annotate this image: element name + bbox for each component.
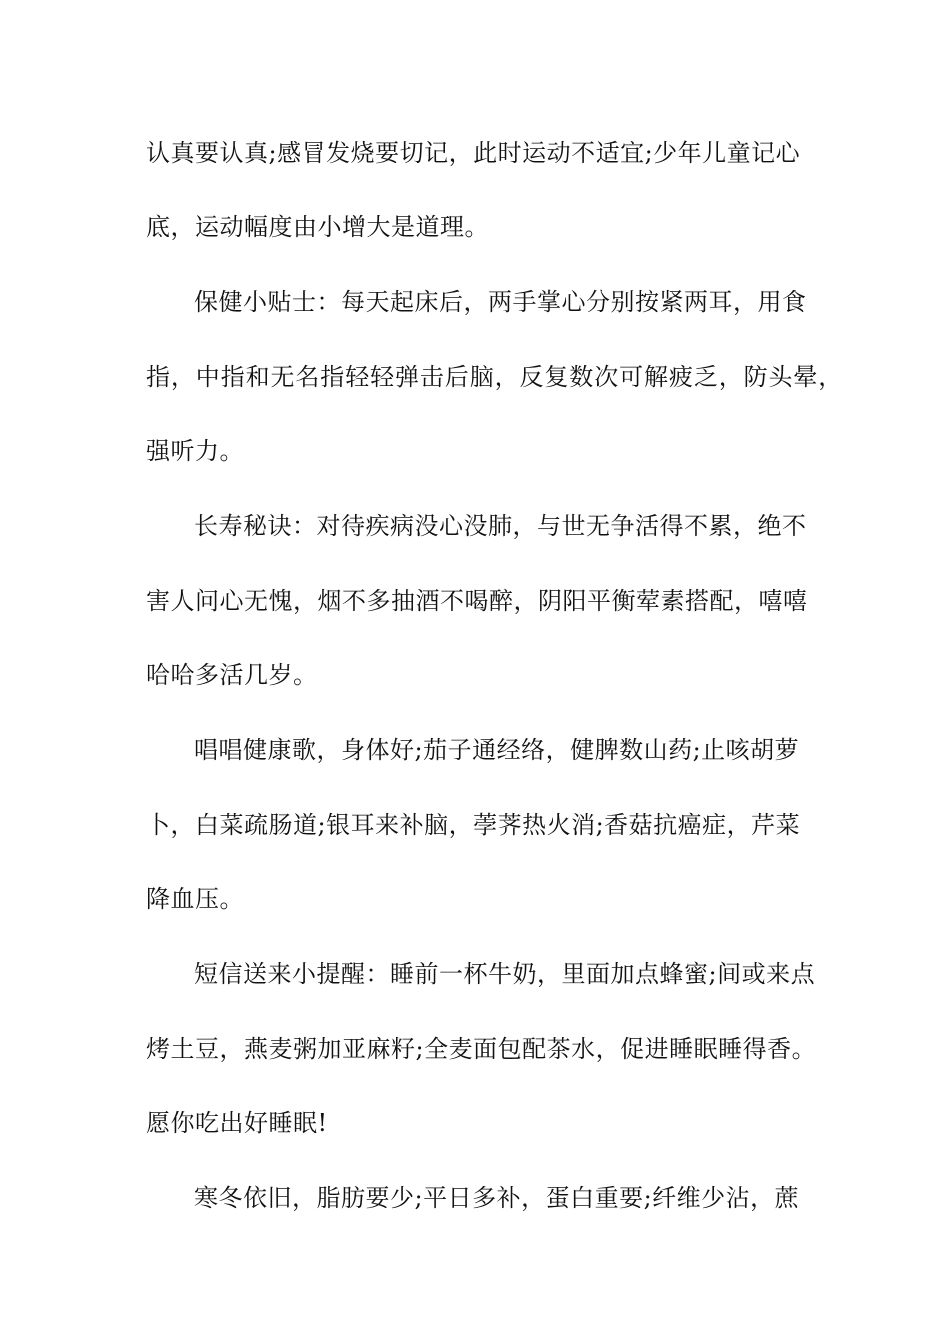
text-line-15: 寒冬依旧，脂肪要少;平日多补，蛋白重要;纤维少沾，蔗: [194, 1184, 800, 1212]
text-line-12: 短信送来小提醒：睡前一杯牛奶，里面加点蜂蜜;间或来点: [194, 960, 816, 988]
text-line-7: 害人问心无愧，烟不多抽酒不喝醉，阴阳平衡荤素搭配，嘻嘻: [146, 587, 808, 615]
text-line-1: 认真要认真;感冒发烧要切记，此时运动不适宜;少年儿童记心: [146, 139, 801, 167]
text-line-3: 保健小贴士：每天起床后，两手掌心分别按紧两耳，用食: [194, 288, 807, 316]
text-line-4: 指，中指和无名指轻轻弹击后脑，反复数次可解疲乏，防头晕，: [146, 363, 844, 391]
text-line-14: 愿你吃出好睡眠!: [146, 1109, 328, 1137]
text-line-9: 唱唱健康歌，身体好;茄子通经络，健脾数山药;止咳胡萝: [194, 736, 800, 764]
text-line-13: 烤土豆，燕麦粥加亚麻籽;全麦面包配茶水，促进睡眠睡得香。: [146, 1035, 817, 1063]
text-line-11: 降血压。: [146, 885, 244, 913]
text-line-8: 哈哈多活几岁。: [146, 661, 318, 689]
text-line-10: 卜，白菜疏肠道;银耳来补脑，荸荠热火消;香菇抗癌症，芹菜: [146, 811, 801, 839]
text-line-6: 长寿秘诀：对待疾病没心没肺，与世无争活得不累，绝不: [194, 512, 807, 540]
text-line-5: 强听力。: [146, 437, 244, 465]
text-line-2: 底，运动幅度由小增大是道理。: [146, 213, 489, 241]
